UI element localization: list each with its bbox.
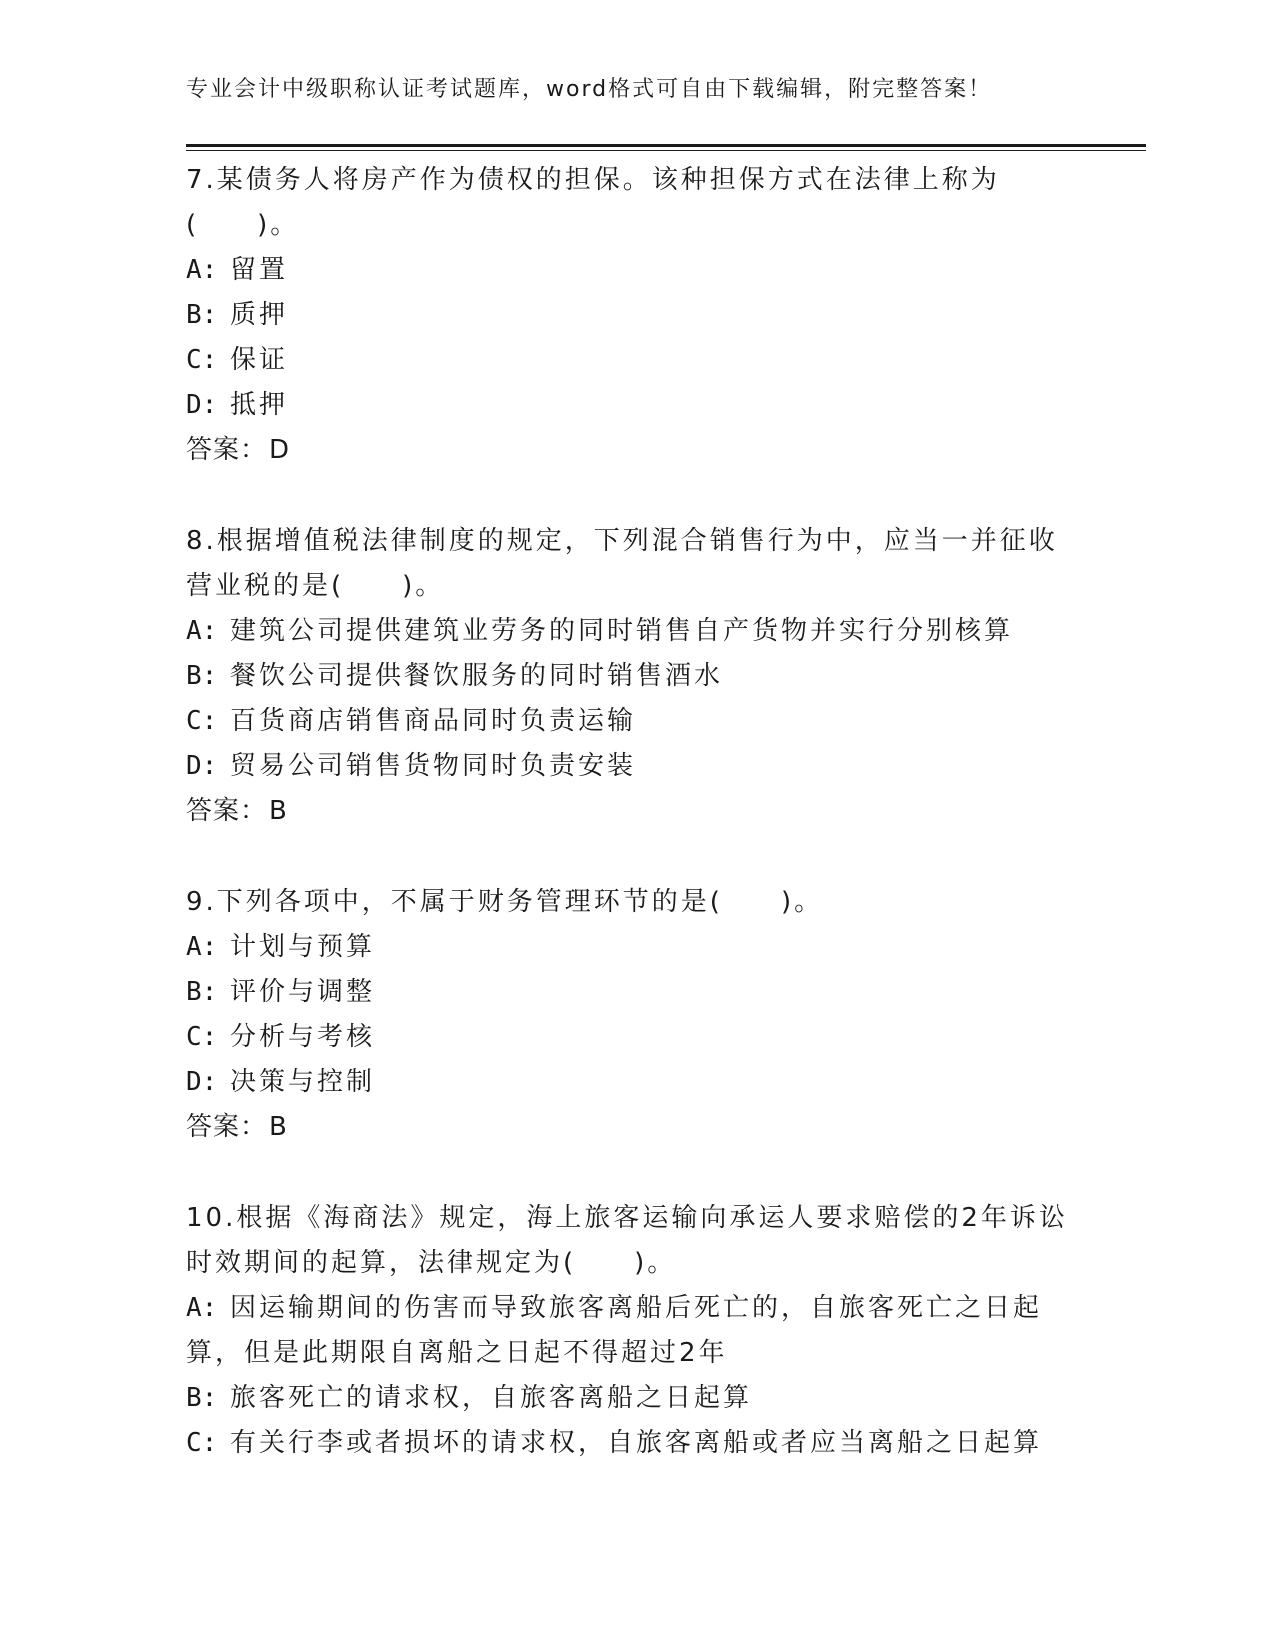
option-letter: B: [186, 300, 218, 330]
question-text: 8.根据增值税法律制度的规定，下列混合销售行为中，应当一并征收营业税的是( )。 [186, 526, 1058, 601]
option-text: 保证 [230, 345, 289, 375]
option-letter: C: [186, 345, 218, 375]
option-list [186, 609, 1086, 789]
option-text: 因运输期间的伤害而导致旅客离船后死亡的，自旅客死亡之日起算，但是此期限自离船之日起不得超过2年 [186, 1293, 1043, 1368]
option-text: 有关行李或者损坏的请求权，自旅客离船或者应当离船之日起算 [230, 1428, 1043, 1458]
option-c [186, 338, 1086, 383]
option-text: 评价与调整 [230, 977, 376, 1007]
option-c [186, 1015, 1086, 1060]
option-list [186, 248, 1086, 428]
option-a [186, 1286, 1086, 1376]
option-text: 贸易公司销售货物同时负责安装 [230, 751, 637, 781]
option-letter: B: [186, 1383, 218, 1413]
question-list [186, 158, 1086, 1512]
option-text: 抵押 [230, 390, 289, 420]
option-d [186, 744, 1086, 789]
answer-label: 答案： [186, 796, 268, 826]
option-b [186, 970, 1086, 1015]
option-text: 餐饮公司提供餐饮服务的同时销售酒水 [230, 661, 724, 691]
header-rule-thick [186, 144, 1146, 147]
option-letter: C: [186, 1022, 218, 1052]
option-letter: D: [186, 751, 218, 781]
option-letter: D: [186, 1067, 218, 1097]
answer-value: B [269, 796, 288, 826]
option-text: 决策与控制 [230, 1067, 376, 1097]
option-letter: D: [186, 390, 218, 420]
option-text: 留置 [230, 255, 289, 285]
option-c [186, 1421, 1086, 1466]
option-letter: A: [186, 1293, 218, 1323]
option-letter: A: [186, 616, 218, 646]
option-text: 分析与考核 [230, 1022, 376, 1052]
option-list [186, 925, 1086, 1105]
option-list [186, 1286, 1086, 1466]
option-d [186, 383, 1086, 428]
answer-line [186, 1105, 1086, 1150]
option-letter: A: [186, 932, 218, 962]
header-rule-thin [186, 150, 1146, 151]
option-d [186, 1060, 1086, 1105]
option-text: 旅客死亡的请求权，自旅客离船之日起算 [230, 1383, 753, 1413]
option-text: 质押 [230, 300, 289, 330]
answer-line [186, 789, 1086, 834]
option-letter: C: [186, 1428, 218, 1458]
answer-value: B [269, 1112, 288, 1142]
question-9 [186, 880, 1086, 1150]
question-text: 7.某债务人将房产作为债权的担保。该种担保方式在法律上称为( )。 [186, 165, 1000, 240]
option-b [186, 654, 1086, 699]
question-text: 10.根据《海商法》规定，海上旅客运输向承运人要求赔偿的2年诉讼时效期间的起算，法律规定为( )。 [186, 1203, 1068, 1278]
option-letter: B: [186, 977, 218, 1007]
page-header: 专业会计中级职称认证考试题库，word格式可自由下载编辑，附完整答案！ [186, 77, 993, 102]
option-letter: A: [186, 255, 218, 285]
option-letter: B: [186, 661, 218, 691]
option-b [186, 293, 1086, 338]
question-text: 9.下列各项中，不属于财务管理环节的是( )。 [186, 887, 824, 917]
option-text: 百货商店销售商品同时负责运输 [230, 706, 637, 736]
option-letter: C: [186, 706, 218, 736]
question-8 [186, 519, 1086, 834]
option-text: 计划与预算 [230, 932, 376, 962]
answer-value: D [269, 435, 291, 465]
option-a [186, 609, 1086, 654]
answer-line [186, 428, 1086, 473]
answer-label: 答案： [186, 1112, 268, 1142]
option-b [186, 1376, 1086, 1421]
answer-label: 答案： [186, 435, 268, 465]
option-text: 建筑公司提供建筑业劳务的同时销售自产货物并实行分别核算 [230, 616, 1014, 646]
option-a [186, 925, 1086, 970]
question-10 [186, 1196, 1086, 1466]
question-7 [186, 158, 1086, 473]
option-c [186, 699, 1086, 744]
option-a [186, 248, 1086, 293]
